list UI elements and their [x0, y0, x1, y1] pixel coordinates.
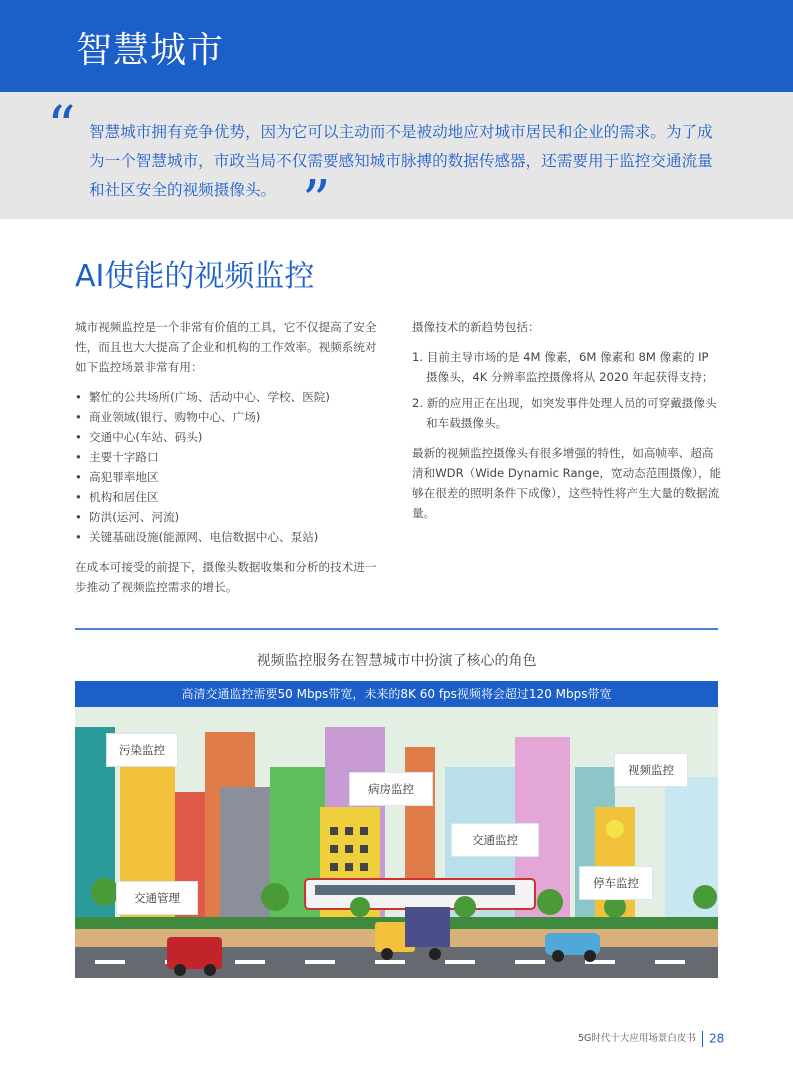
quote-text: 智慧城市拥有竞争优势，因为它可以主动而不是被动地应对城市居民和企业的需求。为了成为一个智慧城市，市政当局不仅需要感知城市脉搏的数据传感器，还需要用于监控交通流量和社区安全的视频摄像头。	[89, 123, 713, 199]
right-intro: 摄像技术的新趋势包括：	[412, 320, 540, 334]
left-intro: 城市视频监控是一个非常有价值的工具，它不仅提高了安全性，而且也大大提高了企业和机构的工作效率。视频系统对如下监控场景非常有用：	[75, 320, 377, 374]
scenario-list	[75, 387, 385, 547]
list-item: • 交通中心(车站、码头)	[75, 427, 385, 447]
list-item: • 主要十字路口	[75, 447, 385, 467]
right-outro: 最新的视频监控摄像头有很多增强的特性，如高帧率、超高清和WDR（Wide Dynamic Range，宽动态范围摄像），能够在很差的照明条件下成像），这些特性将产生大量的数据流量。	[412, 446, 722, 520]
label-video-monitoring: 视频监控	[615, 754, 687, 786]
left-column	[75, 317, 385, 607]
label-parking-monitoring: 停车监控	[580, 867, 652, 899]
section-title: AI使能的视频监控	[75, 259, 315, 294]
page-number: 28	[708, 1031, 725, 1046]
label-traffic-management: 交通管理	[117, 882, 197, 914]
quote-open-icon: “	[47, 95, 76, 160]
right-column	[412, 317, 722, 533]
city-illustration	[75, 707, 718, 978]
figure-banner: 高清交通监控需要50 Mbps带宽，未来的8K 60 fps视频将会超过120 Mbps带宽	[75, 681, 718, 707]
page-header	[0, 0, 793, 92]
label-traffic-monitoring: 交通监控	[452, 824, 538, 856]
quote-band	[0, 92, 793, 234]
list-item: • 关键基础设施(能源网、电信数据中心、泵站)	[75, 527, 385, 547]
left-outro: 在成本可接受的前提下，摄像头数据收集和分析的技术进一步推动了视频监控需求的增长。	[75, 560, 377, 594]
quote-close-icon: ”	[302, 169, 331, 234]
label-ward-monitoring: 病房监控	[350, 773, 432, 805]
page-footer	[578, 1030, 724, 1047]
list-item: 2. 新的应用正在出现，如突发事件处理人员的可穿戴摄像头和车载摄像头。	[412, 396, 717, 430]
footer-divider	[702, 1031, 703, 1047]
list-item: • 机构和居住区	[75, 487, 385, 507]
footer-text: 5G时代十大应用场景白皮书	[578, 1033, 696, 1044]
list-item: • 防洪(运河、河流)	[75, 507, 385, 527]
list-item: 1. 目前主导市场的是 4M 像素，6M 像素和 8M 像素的 IP 摄像头，4K 分辨率监控摄像将从 2020 年起获得支持；	[412, 350, 714, 384]
list-item: • 高犯罪率地区	[75, 467, 385, 487]
list-item: • 繁忙的公共场所(广场、活动中心、学校、医院)	[75, 387, 385, 407]
figure-title: 视频监控服务在智慧城市中扮演了核心的角色	[256, 653, 537, 669]
list-item: • 商业领域(银行、购物中心、广场)	[75, 407, 385, 427]
section-divider	[75, 628, 718, 630]
trend-list	[412, 347, 722, 433]
label-pollution-monitoring: 污染监控	[107, 734, 177, 766]
page-title: 智慧城市	[76, 30, 225, 71]
